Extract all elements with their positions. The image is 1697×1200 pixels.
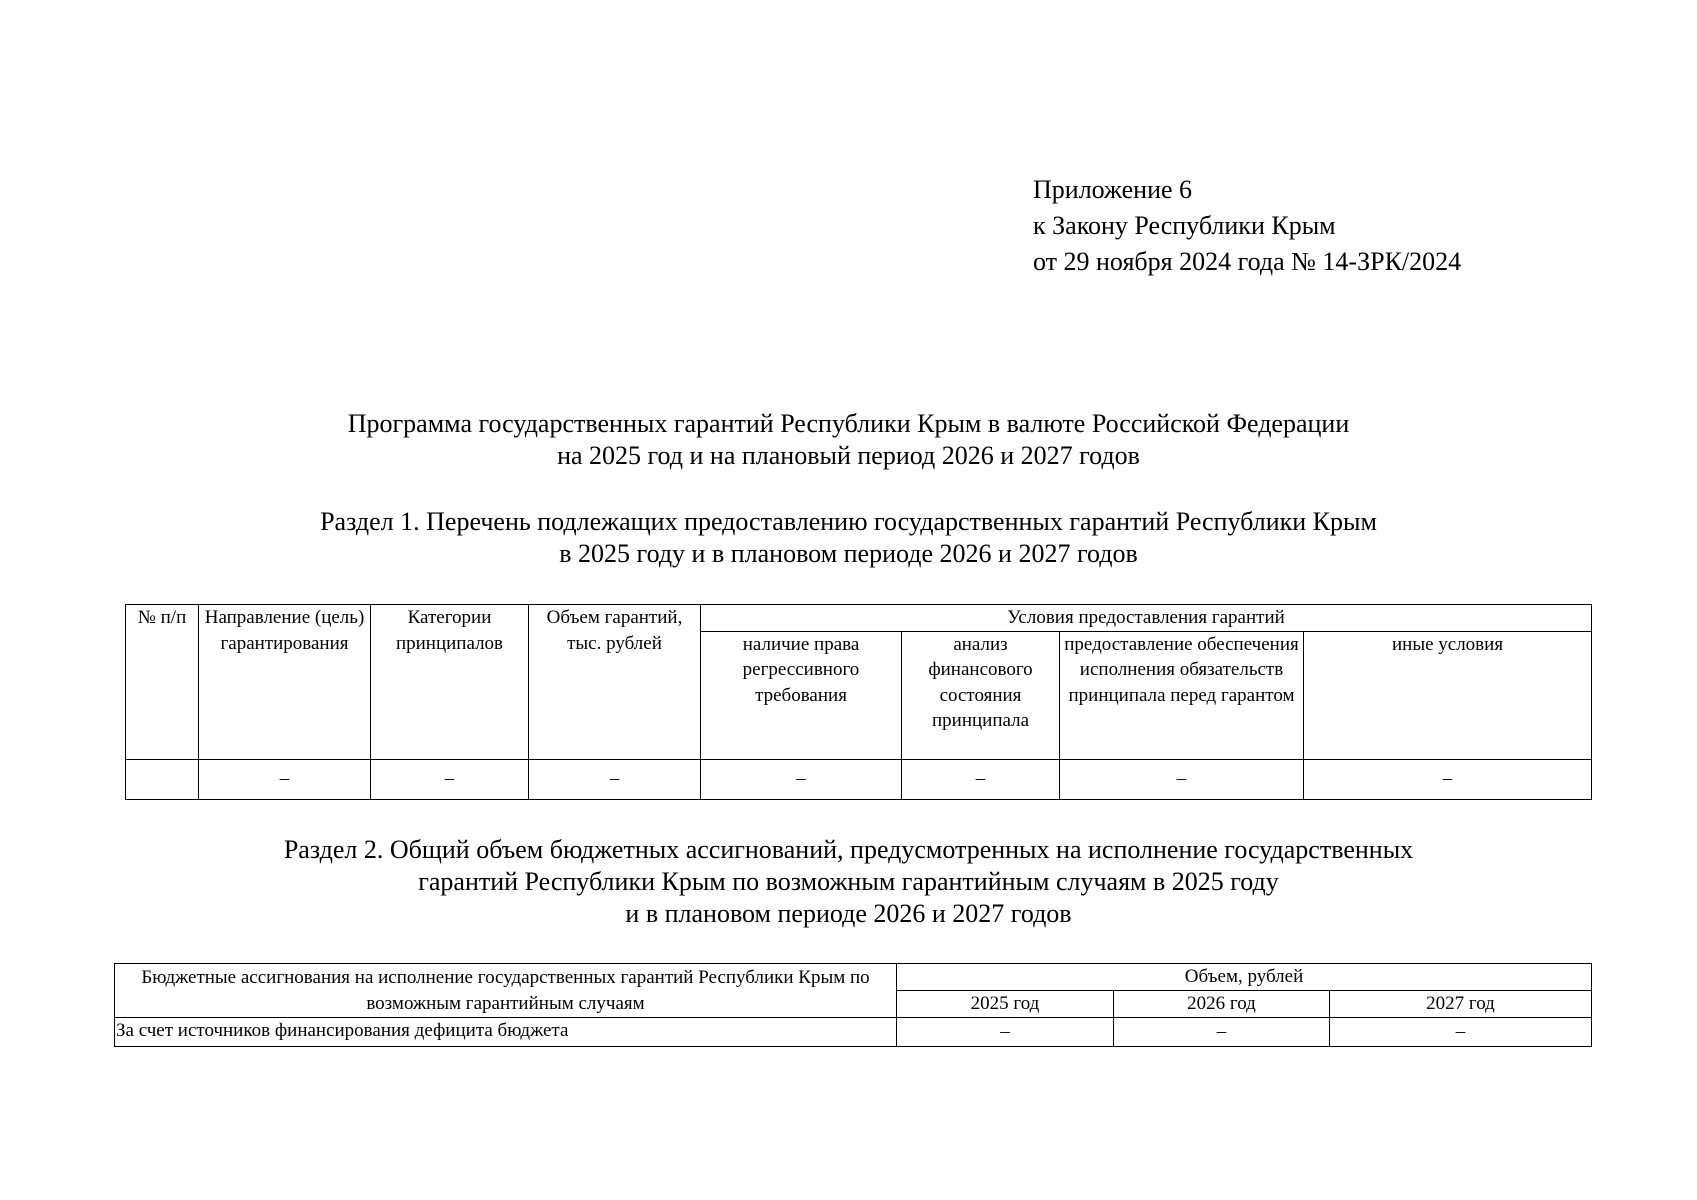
header-volume: Объем гарантий, тыс. рублей — [529, 605, 701, 760]
appendix-law: к Закону Республики Крым — [1033, 211, 1336, 240]
section1-title — [0, 506, 1697, 570]
section2-title-line-2: гарантий Республики Крым по возможным гарантийным случаям в 2025 году — [418, 867, 1279, 896]
section2-title-line-3: и в плановом периоде 2026 и 2027 годов — [625, 899, 1072, 928]
section2-title — [0, 834, 1697, 930]
header-security: предоставление обеспечения исполнения обязательств принципала перед гарантом — [1060, 631, 1304, 759]
cell-other: – — [1304, 759, 1592, 799]
cell-2027: – — [1330, 1018, 1592, 1047]
cell-categories: – — [371, 759, 529, 799]
header-year-2027: 2027 год — [1330, 991, 1592, 1018]
header-year-2025: 2025 год — [897, 991, 1114, 1018]
section1-title-line-1: Раздел 1. Перечень подлежащих предоставлению государственных гарантий Республики Крым — [320, 507, 1377, 536]
allocations-table — [114, 963, 1592, 1047]
header-num: № п/п — [126, 605, 199, 760]
cell-analysis: – — [902, 759, 1060, 799]
cell-direction: – — [199, 759, 371, 799]
appendix-date: от 29 ноября 2024 года № 14-ЗРК/2024 — [1033, 247, 1462, 276]
program-title-line-2: на 2025 год и на плановый период 2026 и 2027 годов — [557, 441, 1140, 470]
header-analysis: анализ финансового состояния принципала — [902, 631, 1060, 759]
cell-regress: – — [701, 759, 902, 799]
cell-allocation-source: За счет источников финансирования дефицита бюджета — [115, 1018, 897, 1047]
cell-2026: – — [1114, 1018, 1330, 1047]
header-allocations: Бюджетные ассигнования на исполнение государственных гарантий Республики Крым по возможным гарантийным случаям — [115, 964, 897, 1018]
header-categories: Категории принципалов — [371, 605, 529, 760]
cell-2025: – — [897, 1018, 1114, 1047]
appendix-header — [1033, 172, 1461, 280]
cell-security: – — [1060, 759, 1304, 799]
table-row — [126, 759, 1592, 799]
table-row — [115, 1018, 1592, 1047]
appendix-number: Приложение 6 — [1033, 175, 1193, 204]
header-other: иные условия — [1304, 631, 1592, 759]
header-year-2026: 2026 год — [1114, 991, 1330, 1018]
program-title-line-1: Программа государственных гарантий Республики Крым в валюте Российской Федерации — [347, 409, 1350, 438]
header-regress: наличие права регрессивного требования — [701, 631, 902, 759]
cell-volume: – — [529, 759, 701, 799]
header-direction: Направление (цель) гарантирования — [199, 605, 371, 760]
header-conditions: Условия предоставления гарантий — [701, 605, 1592, 632]
section2-title-line-1: Раздел 2. Общий объем бюджетных ассигнований, предусмотренных на исполнение государственных — [283, 835, 1414, 864]
header-volume-rub: Объем, рублей — [897, 964, 1592, 991]
cell-num — [126, 759, 199, 799]
program-title — [0, 408, 1697, 472]
section1-title-line-2: в 2025 году и в плановом периоде 2026 и 2027 годов — [559, 539, 1138, 568]
guarantees-table — [125, 604, 1592, 800]
